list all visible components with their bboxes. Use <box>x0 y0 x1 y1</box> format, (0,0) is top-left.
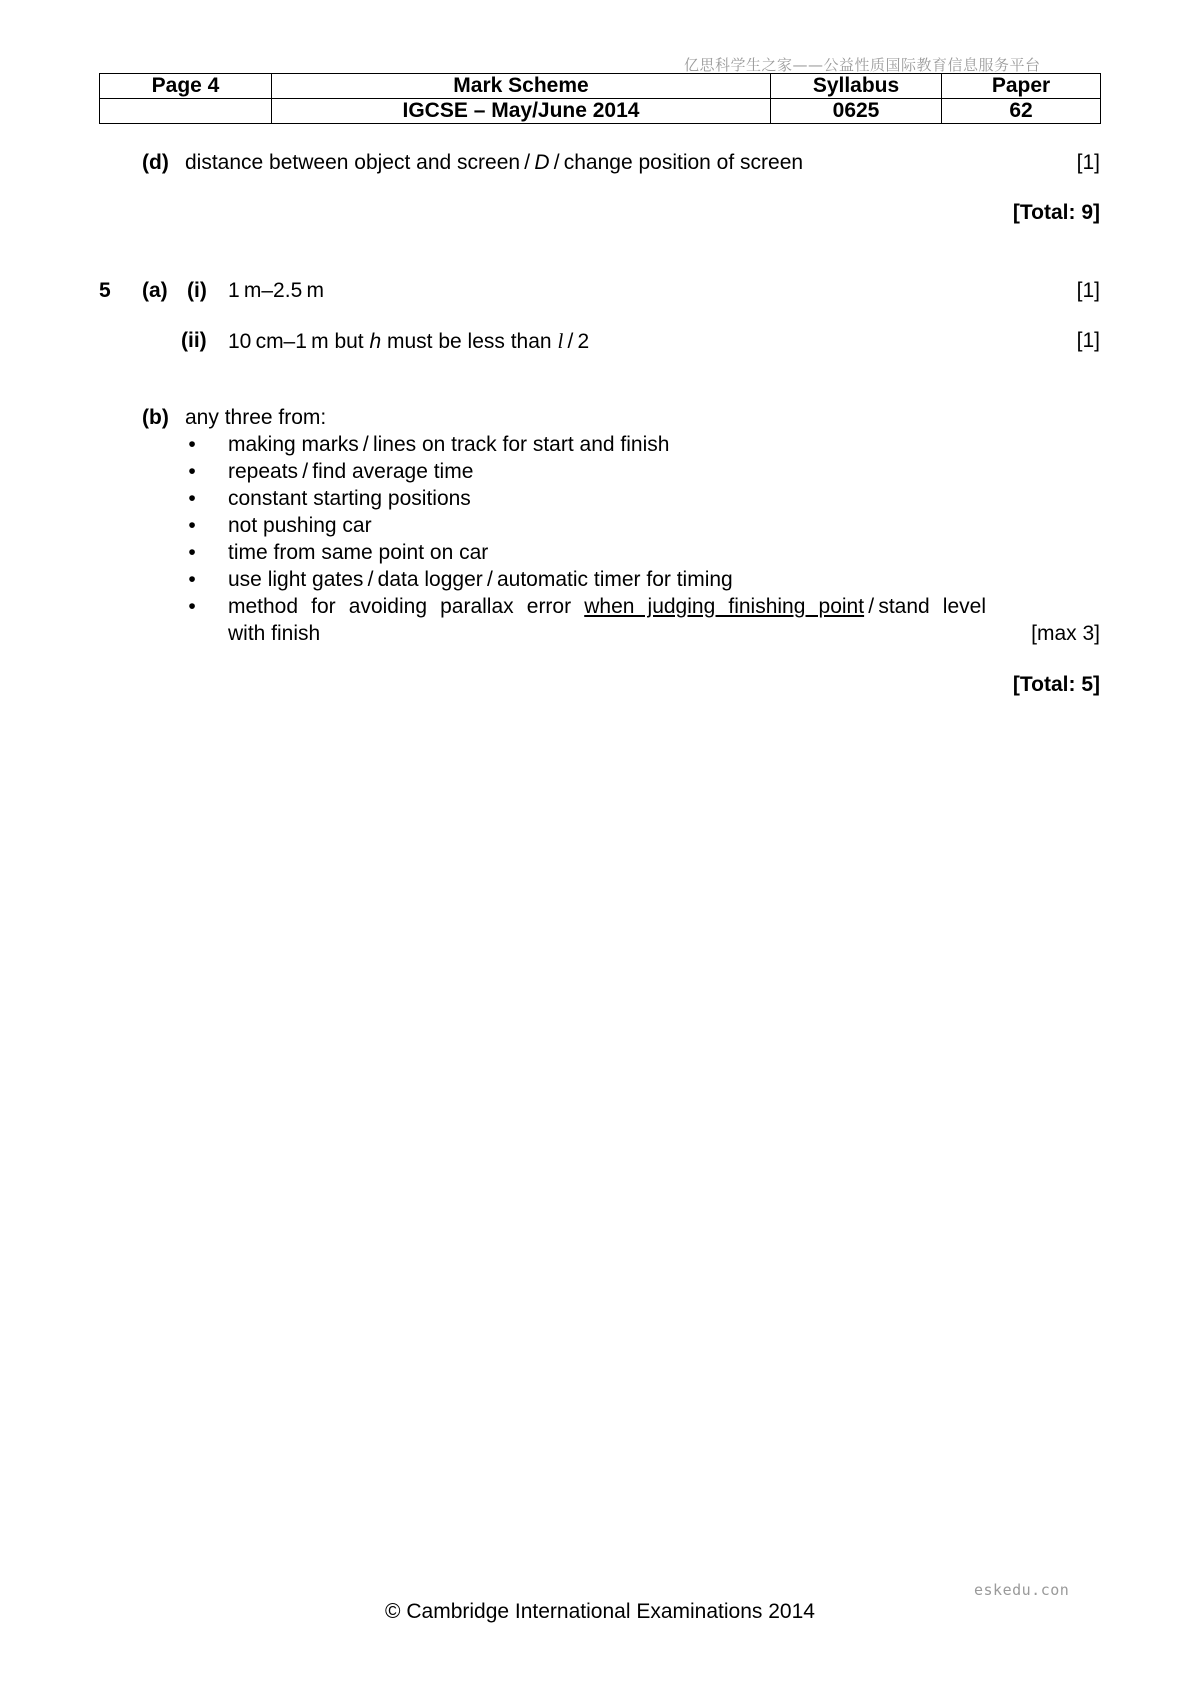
q4d-label: (d) <box>142 151 169 174</box>
header-syllabus-code: 0625 <box>771 99 942 124</box>
header-doc-subtitle: IGCSE – May/June 2014 <box>272 99 771 124</box>
bullet-icon: • <box>188 487 196 510</box>
header-table <box>99 73 1101 124</box>
header-paper-number: 62 <box>942 99 1101 124</box>
q4d-mark: [1] <box>1076 151 1100 174</box>
q5-total: [Total: 5] <box>1012 673 1100 696</box>
bullet-icon: • <box>188 568 196 591</box>
watermark-bottom: eskedu.con <box>974 1581 1070 1599</box>
bullet-icon: • <box>188 433 196 456</box>
last-bullet-line1: method for avoiding parallax error when judging finishing point / stand level <box>228 595 986 618</box>
bullet-icon: • <box>188 541 196 564</box>
header-page: Page 4 <box>100 74 272 99</box>
q5aii-text: 10 cm–1 m but h must be less than l / 2 <box>228 329 590 353</box>
bullet-icon: • <box>188 514 196 537</box>
q5ai-label: (i) <box>187 279 207 302</box>
bullet-icon: • <box>188 595 196 618</box>
q5b-label: (b) <box>142 406 169 429</box>
q5-number: 5 <box>99 279 111 302</box>
bullet-icon: • <box>188 460 196 483</box>
q5b-intro: any three from: <box>185 406 327 429</box>
q5b-mark: [max 3] <box>1031 622 1100 645</box>
q5aii-label: (ii) <box>181 329 207 352</box>
header-syllabus-label: Syllabus <box>771 74 942 99</box>
watermark-top: 亿思科学生之家——公益性质国际教育信息服务平台 <box>684 56 1041 74</box>
q4-total: [Total: 9] <box>1012 201 1100 224</box>
header-empty-cell <box>100 99 272 124</box>
q5aii-mark: [1] <box>1076 329 1100 352</box>
q5a-label: (a) <box>142 279 168 302</box>
header-paper-label: Paper <box>942 74 1101 99</box>
q5ai-mark: [1] <box>1076 279 1100 302</box>
q5ai-text: 1 m–2.5 m <box>228 279 324 302</box>
q4d-text: distance between object and screen / D / change position of screen <box>185 151 804 174</box>
header-doc-title: Mark Scheme <box>272 74 771 99</box>
footer-copyright: © Cambridge International Examinations 2014 <box>385 1600 815 1623</box>
